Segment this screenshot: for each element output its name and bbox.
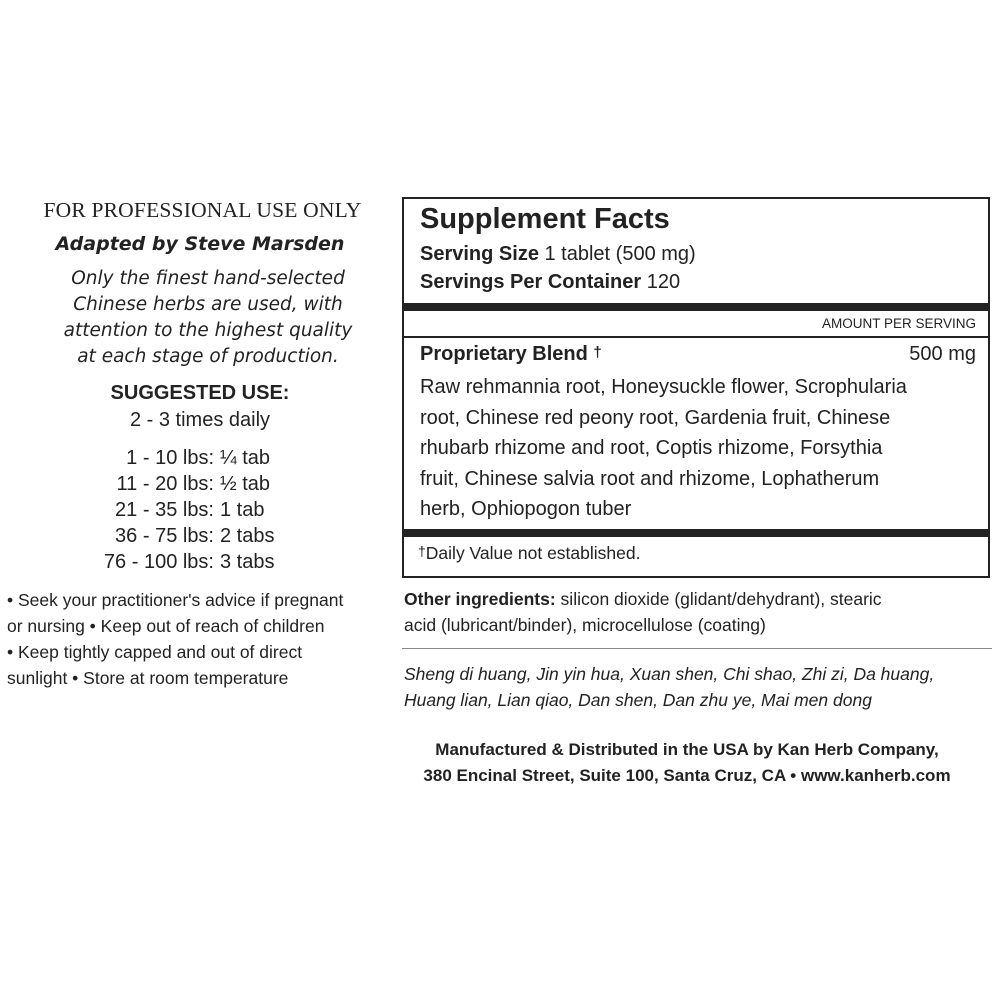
suggested-frequency: 2 - 3 times daily xyxy=(129,409,271,431)
amount-per-serving-header: AMOUNT PER SERVING xyxy=(821,316,976,331)
manufacturer-line: 380 Encinal Street, Suite 100, Santa Cruz, CA • www.kanherb.com xyxy=(423,766,951,785)
blend-amount: 500 mg xyxy=(909,343,976,365)
dosage-weight: 1 - 10 lbs: xyxy=(126,447,214,469)
servings-value: 120 xyxy=(646,271,681,293)
pinyin-line: Sheng di huang, Jin yin hua, Xuan shen, Chi shao, Zhi zi, Da huang, xyxy=(404,664,935,684)
dosage-amount: 1 tab xyxy=(220,499,265,521)
blend-label: Proprietary Blend xyxy=(420,343,588,365)
dosage-table xyxy=(0,445,400,575)
dosage-weight: 76 - 100 lbs: xyxy=(103,551,214,573)
blend-line: root, Chinese red peony root, Gardenia fruit, Chinese xyxy=(420,406,891,429)
dosage-amount: 3 tabs xyxy=(220,551,275,573)
blend-line: fruit, Chinese salvia root and rhizome, Lophatherum xyxy=(420,467,880,490)
dosage-row xyxy=(0,445,400,471)
dosage-row xyxy=(0,497,400,523)
pinyin-names xyxy=(404,661,994,713)
professional-notice: FOR PROFESSIONAL USE ONLY xyxy=(43,198,362,222)
dv-dagger: † xyxy=(418,543,426,559)
dosage-row xyxy=(0,549,400,575)
dosage-weight: 11 - 20 lbs: xyxy=(116,473,214,495)
supplement-facts-panel xyxy=(402,197,990,578)
tagline-line: Only the finest hand-selected xyxy=(71,268,345,289)
other-ingredients xyxy=(404,586,994,638)
suggested-use-heading: SUGGESTED USE: xyxy=(110,382,290,404)
dosage-amount: 2 tabs xyxy=(220,525,275,547)
thick-divider xyxy=(404,529,988,537)
warning-line: or nursing • Keep out of reach of children xyxy=(7,616,325,636)
divider-rule xyxy=(402,648,992,649)
servings-label: Servings Per Container xyxy=(420,271,642,293)
other-ingredients-line: acid (lubricant/binder), microcellulose (coating) xyxy=(404,615,766,635)
daily-value-note xyxy=(418,543,640,564)
warning-line: sunlight • Store at room temperature xyxy=(7,668,289,688)
dosage-amount: ½ tab xyxy=(220,473,271,495)
supplement-facts-title: Supplement Facts xyxy=(420,203,670,235)
pinyin-line: Huang lian, Lian qiao, Dan shen, Dan zhu ye, Mai men dong xyxy=(404,690,872,710)
manufacturer-line: Manufactured & Distributed in the USA by Kan Herb Company, xyxy=(435,740,939,759)
blend-dagger: † xyxy=(593,344,602,361)
warning-line: • Keep tightly capped and out of direct xyxy=(7,642,303,662)
blend-line: rhubarb rhizome and root, Coptis rhizome, Forsythia xyxy=(420,437,883,459)
dosage-row xyxy=(0,523,400,549)
dv-text: Daily Value not established. xyxy=(425,543,641,563)
dosage-row xyxy=(0,471,400,497)
dosage-amount: ¼ tab xyxy=(220,447,271,469)
serving-size xyxy=(420,243,696,266)
blend-ingredients xyxy=(420,372,982,525)
thin-divider xyxy=(404,336,988,338)
servings-per-container xyxy=(420,271,680,294)
blend-line: herb, Ophiopogon tuber xyxy=(420,498,632,520)
other-ingredients-label: Other ingredients: xyxy=(404,589,556,609)
thick-divider xyxy=(404,303,988,311)
blend-line: Raw rehmannia root, Honeysuckle flower, Scrophularia xyxy=(420,376,907,398)
serving-size-label: Serving Size xyxy=(420,243,539,265)
warning-line: • Seek your practitioner's advice if pregnant xyxy=(7,590,344,610)
dosage-weight: 36 - 75 lbs: xyxy=(115,525,214,547)
tagline-line: at each stage of production. xyxy=(77,346,339,367)
tagline xyxy=(38,266,378,370)
tagline-line: attention to the highest quality xyxy=(63,320,353,341)
tagline-line: Chinese herbs are used, with xyxy=(73,294,343,315)
other-ingredients-text: silicon dioxide (glidant/dehydrant), stearic xyxy=(555,589,882,609)
adapted-by: Adapted by Steve Marsden xyxy=(55,233,345,255)
proprietary-blend-heading xyxy=(420,343,602,366)
serving-size-value: 1 tablet (500 mg) xyxy=(544,243,696,265)
manufacturer-info xyxy=(404,737,970,789)
other-ingredients-line xyxy=(404,586,994,612)
dosage-weight: 21 - 35 lbs: xyxy=(115,499,214,521)
warnings xyxy=(7,587,397,691)
